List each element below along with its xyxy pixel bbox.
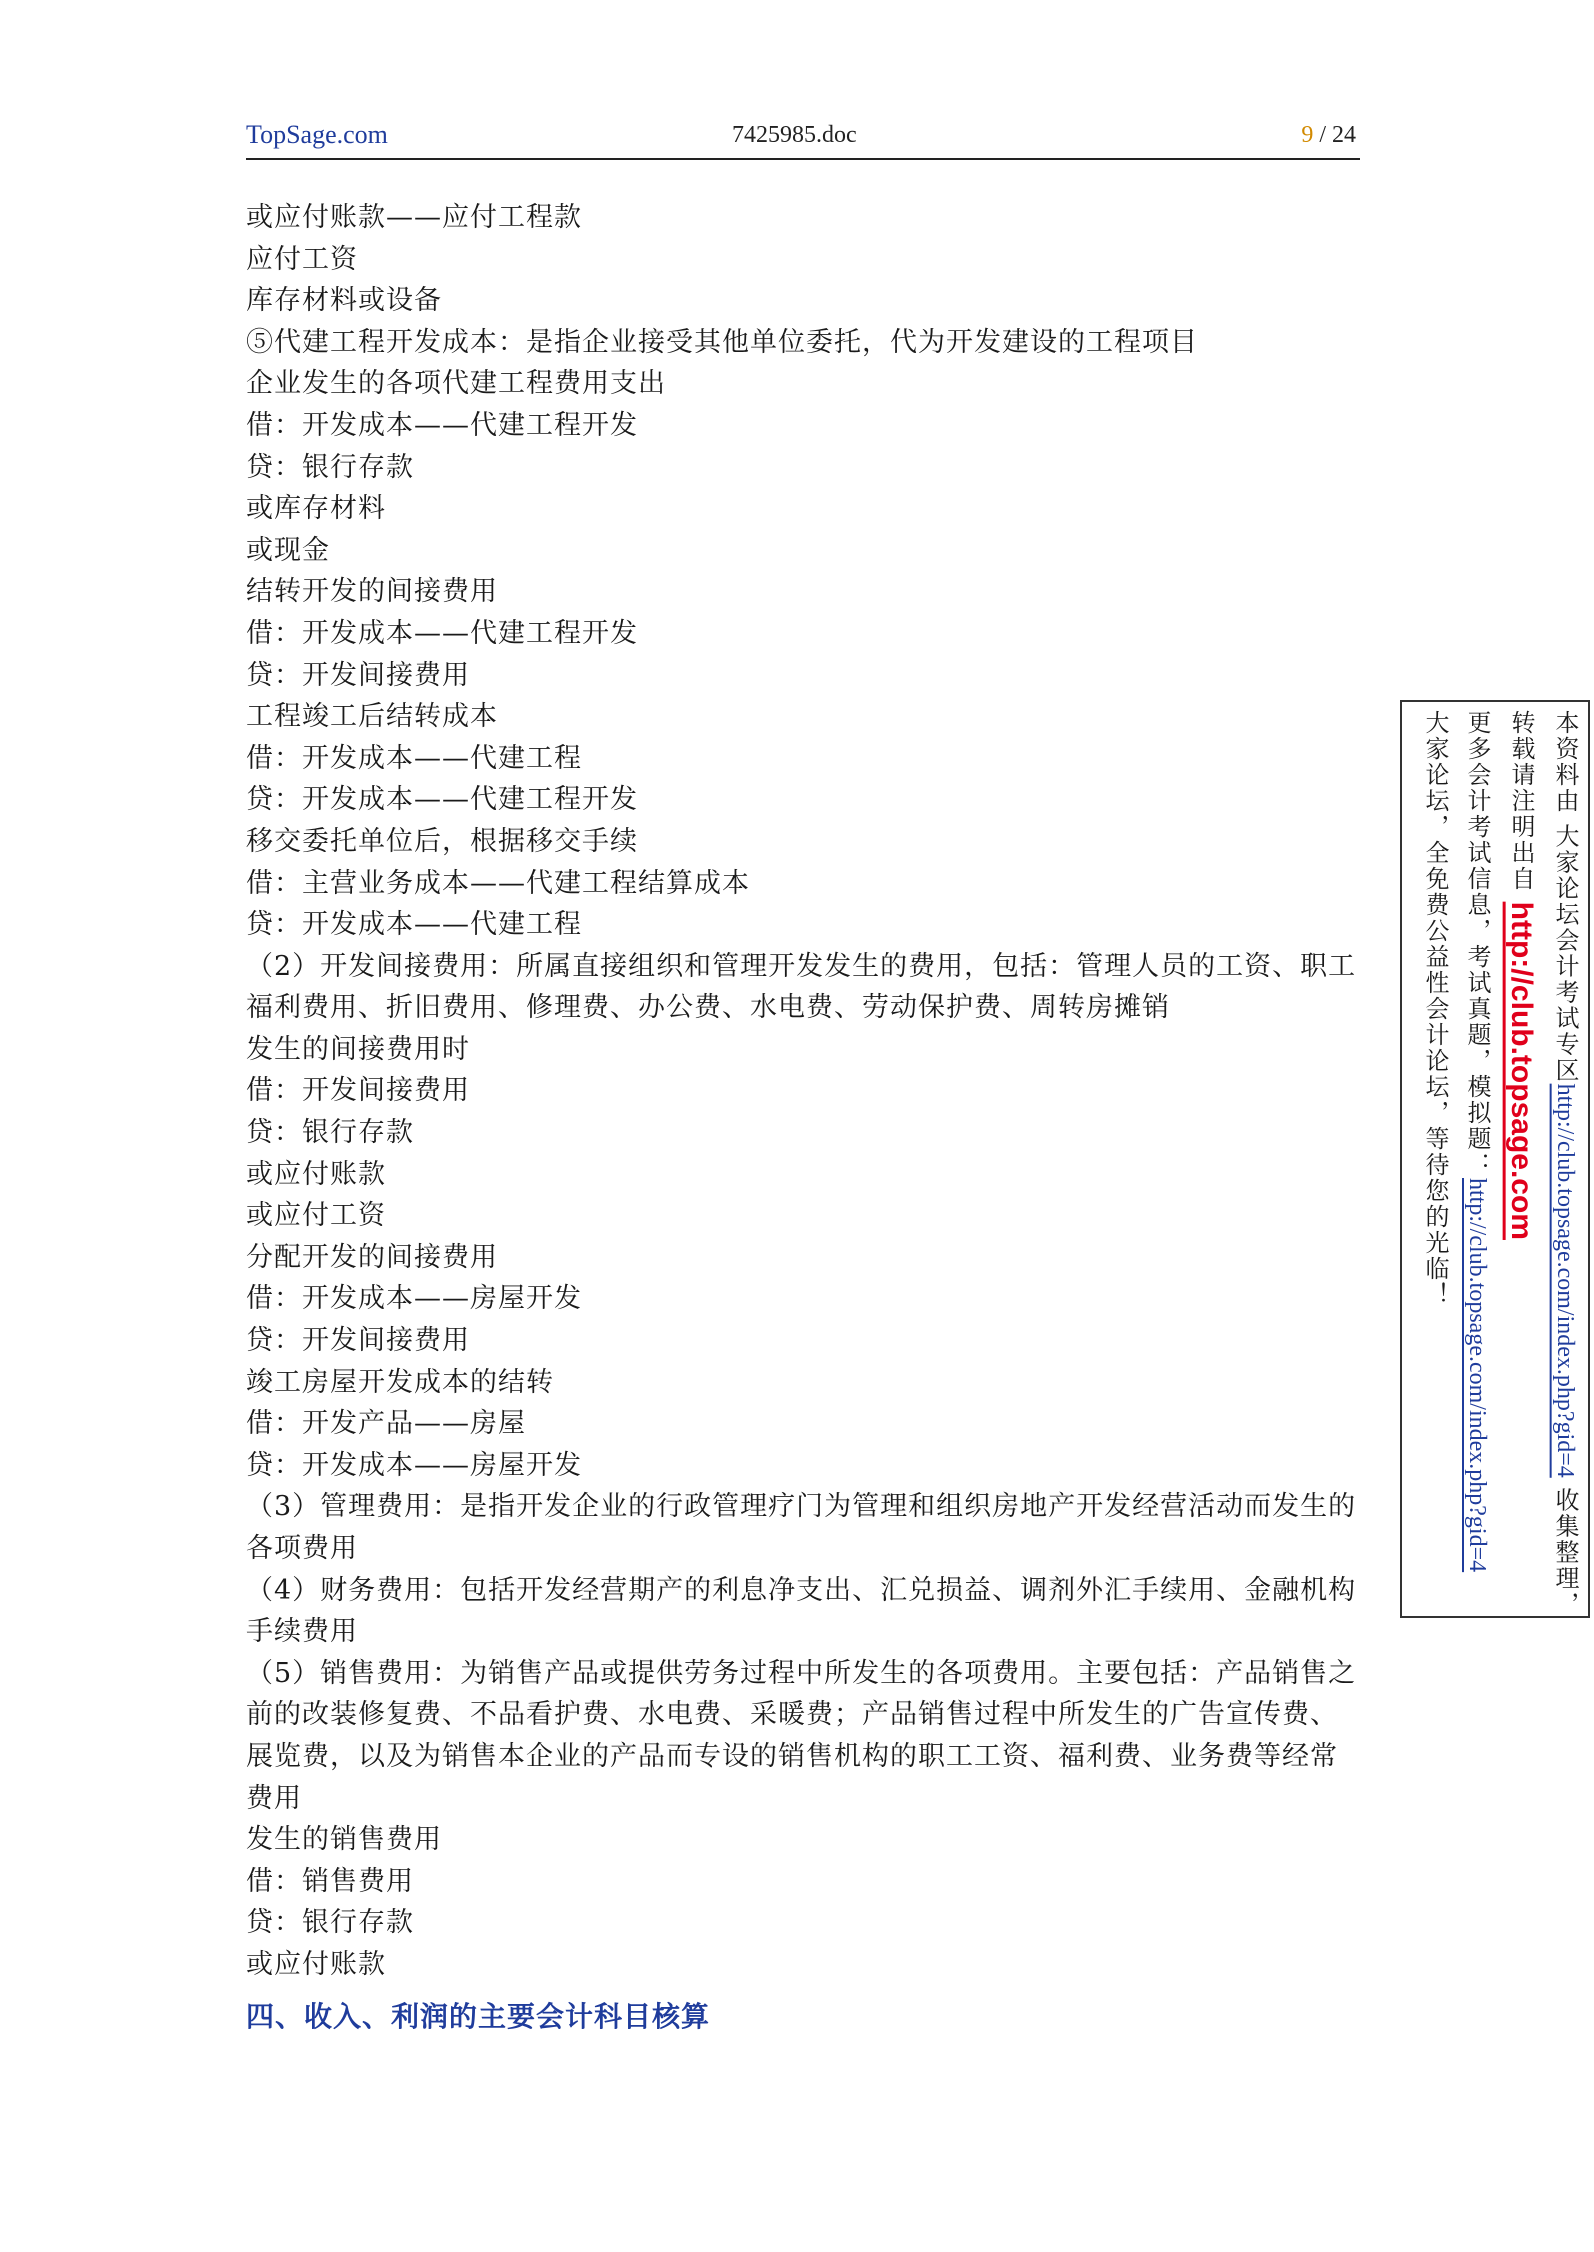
sidebar-link[interactable]: http://club.topsage.com/index.php?gid=4	[1464, 1178, 1490, 1573]
sidebar-text: 更多会计考试信息，考试真题，模拟题：	[1463, 710, 1491, 1178]
sidebar-column-4	[1420, 710, 1450, 1308]
text-line: 发生的销售费用	[246, 1824, 442, 1856]
page-total: 24	[1332, 122, 1356, 148]
site-link[interactable]: TopSage.com	[246, 120, 388, 149]
text-line: 贷：银行存款	[246, 1907, 414, 1939]
document-body	[246, 197, 1360, 1986]
page-header	[246, 118, 1360, 160]
text-line: 或现金	[246, 534, 330, 566]
page-separator: /	[1313, 122, 1332, 148]
text-line: 展览费，以及为销售本企业的产品而专设的销售机构的职工工资、福利费、业务费等经常	[246, 1740, 1338, 1772]
text-line: 借：开发产品——房屋	[246, 1408, 526, 1440]
text-line: 或应付账款	[246, 1948, 386, 1980]
text-line: （2）开发间接费用：所属直接组织和管理开发发生的费用，包括：管理人员的工资、职工	[246, 950, 1357, 982]
text-line: 工程竣工后结转成本	[246, 701, 498, 733]
text-line: 各项费用	[246, 1533, 358, 1564]
text-line: 借：开发成本——房屋开发	[246, 1283, 582, 1315]
text-line: 竣工房屋开发成本的结转	[246, 1366, 554, 1398]
text-line: 库存材料或设备	[246, 285, 442, 317]
text-line: 或应付账款——应付工程款	[246, 202, 582, 233]
sidebar-column-2	[1506, 710, 1536, 1240]
text-line: 贷：开发间接费用	[246, 1325, 470, 1357]
text-line: 贷：开发成本——代建工程开发	[246, 784, 638, 816]
text-line: 应付工资	[246, 243, 358, 275]
text-line: 费用	[246, 1782, 302, 1814]
sidebar-column-1	[1550, 710, 1580, 1617]
text-line: 移交委托单位后，根据移交手续	[246, 825, 638, 857]
text-line: （3）管理费用：是指开发企业的行政管理疗门为管理和组织房地产开发经营活动而发生的	[246, 1491, 1357, 1523]
text-line: 前的改装修复费、不品看护费、水电费、采暖费；产品销售过程中所发生的广告宣传费、	[246, 1699, 1338, 1731]
text-line: 结转开发的间接费用	[246, 576, 498, 608]
text-line: 发生的间接费用时	[246, 1033, 470, 1065]
document-name: 7425985.doc	[732, 122, 857, 148]
text-line: 借：开发间接费用	[246, 1075, 470, 1107]
text-line: （5）销售费用：为销售产品或提供劳务过程中所发生的各项费用。主要包括：产品销售之	[246, 1657, 1357, 1689]
text-line: 或库存材料	[246, 493, 386, 525]
sidebar-link[interactable]: http://club.topsage.com/index.php?gid=4	[1552, 1083, 1578, 1478]
text-line: 借：开发成本——代建工程开发	[246, 617, 638, 649]
sidebar-column-3	[1462, 710, 1492, 1572]
text-line: 企业发生的各项代建工程费用支出	[246, 368, 666, 400]
sidebar-text: 本资料由 大家论坛会计考试专区	[1551, 710, 1579, 1084]
text-line: 贷：开发成本——代建工程	[246, 909, 582, 941]
text-line: 福利费用、折旧费用、修理费、办公费、水电费、劳动保护费、周转房摊销	[246, 992, 1170, 1024]
text-line: 借：开发成本——代建工程	[246, 742, 582, 774]
text-line: （4）财务费用：包括开发经营期产的利息净支出、汇兑损益、调剂外汇手续用、金融机构	[246, 1574, 1357, 1606]
text-line: 贷：开发成本——房屋开发	[246, 1449, 582, 1481]
text-line: 分配开发的间接费用	[246, 1241, 498, 1273]
sidebar-text: 收集整理，	[1551, 1477, 1579, 1618]
text-line: 借：主营业务成本——代建工程结算成本	[246, 867, 750, 899]
page-current: 9	[1301, 122, 1314, 148]
text-line: 或应付工资	[246, 1200, 386, 1232]
sidebar-text: 转载请注明出自	[1507, 710, 1535, 902]
sidebar-text: 大家论坛，全免费公益性会计论坛，等待您的光临！	[1421, 710, 1449, 1308]
text-line: 借：开发成本——代建工程开发	[246, 409, 638, 441]
sidebar-big-link[interactable]: http://club.topsage.com	[1505, 901, 1538, 1240]
section-heading: 四、收入、利润的主要会计科目核算	[246, 2000, 711, 2033]
text-line: 贷：银行存款	[246, 1117, 414, 1149]
page-number	[1301, 122, 1356, 149]
text-line: 手续费用	[246, 1616, 358, 1648]
text-line: 贷：银行存款	[246, 451, 414, 483]
text-line: ⑤代建工程开发成本：是指企业接受其他单位委托，代为开发建设的工程项目	[246, 326, 1198, 358]
promo-sidebar	[1400, 700, 1590, 1618]
text-line: 贷：开发间接费用	[246, 659, 470, 691]
text-line: 或应付账款	[246, 1158, 386, 1190]
text-line: 借：销售费用	[246, 1865, 414, 1897]
